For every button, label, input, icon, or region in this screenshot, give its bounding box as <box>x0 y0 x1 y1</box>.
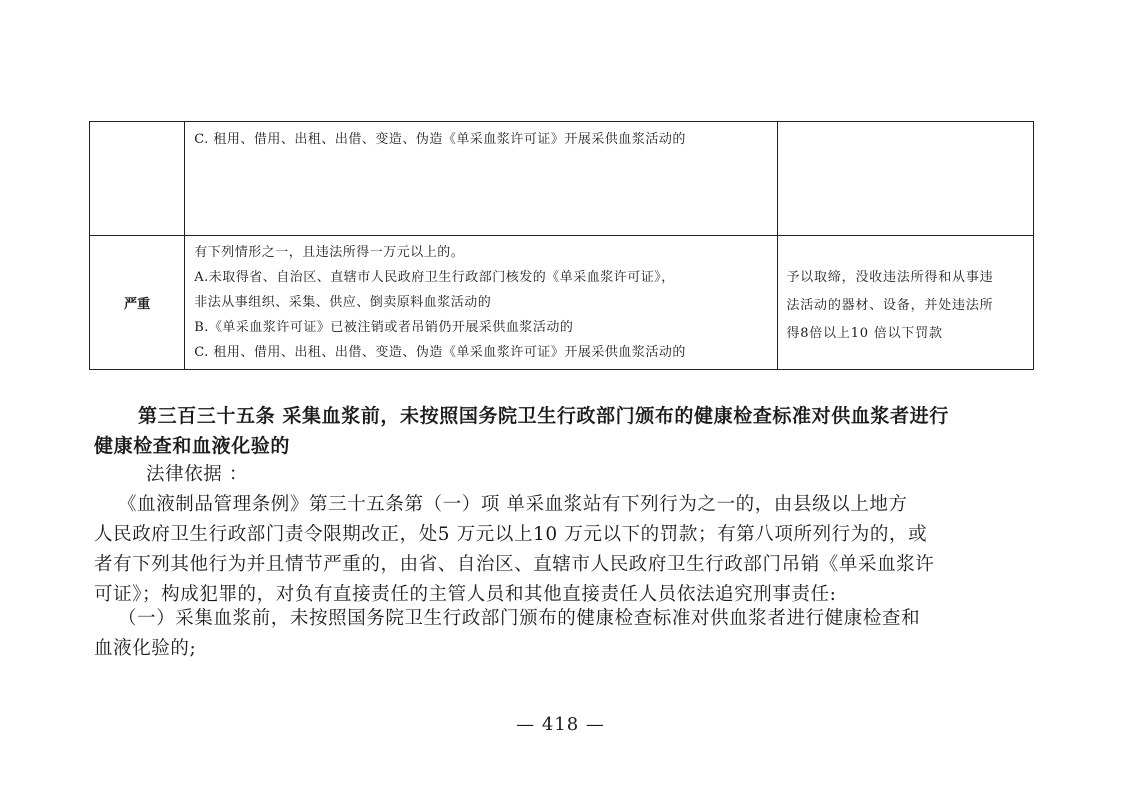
clause-item <box>94 604 1029 664</box>
penalty-cell <box>778 122 1034 236</box>
situation-line: B.《单采血浆许可证》已被注销或者吊销仍开展采供血浆活动的 <box>194 320 574 336</box>
penalty-line: 予以取缔，没收违法所得和从事违 <box>786 270 994 286</box>
clause-line: 血液化验的; <box>94 638 197 659</box>
article-heading <box>94 401 1029 461</box>
situation-line: 有下列情形之一，且违法所得一万元以上的。 <box>194 245 465 261</box>
legal-basis-label: 法律依据 ： <box>146 464 248 485</box>
penalty-line: 得8倍以上10 倍以下罚款 <box>786 326 943 342</box>
legal-basis-text <box>94 490 1029 610</box>
article-heading-line: 健康检查和血液化验的 <box>94 435 291 457</box>
penalty-table <box>89 121 1034 370</box>
clause-line: （一）采集血浆前，未按照国务院卫生行政部门颁布的健康检查标准对供血浆者进行健康检查和 <box>118 608 921 629</box>
basis-line: 者有下列其他行为并且情节严重的，由省、自治区、直辖市人民政府卫生行政部门吊销《单采血浆许 <box>94 554 935 575</box>
situation-line: C. 租用、借用、出租、出借、变造、伪造《单采血浆许可证》开展采供血浆活动的 <box>194 132 686 147</box>
situation-cell <box>185 122 778 236</box>
situation-cell <box>185 236 778 370</box>
page-number: — 418 — <box>516 714 605 735</box>
situation-line: 非法从事组织、采集、供应、倒卖原料血浆活动的 <box>194 295 492 311</box>
situation-line: A.未取得省、自治区、直辖市人民政府卫生行政部门核发的《单采血浆许可证》， <box>194 270 675 286</box>
level-cell-severe: 严重 <box>90 236 185 370</box>
penalty-line: 法活动的器材、设备，并处违法所 <box>786 298 994 314</box>
table-row <box>90 236 1034 370</box>
level-cell <box>90 122 185 236</box>
basis-line: 可证》；构成犯罪的，对负有直接责任的主管人员和其他直接责任人员依法追究刑事责任: <box>94 584 837 605</box>
penalty-cell <box>778 236 1034 370</box>
basis-line: 《血液制品管理条例》第三十五条第（一）项 单采血浆站有下列行为之一的，由县级以上地方 <box>118 494 908 515</box>
table-row <box>90 122 1034 236</box>
situation-line: C. 租用、借用、出租、出借、变造、伪造《单采血浆许可证》开展采供血浆活动的 <box>194 345 686 361</box>
article-heading-line: 第三百三十五条 采集血浆前，未按照国务院卫生行政部门颁布的健康检查标准对供血浆者进行 <box>138 405 949 427</box>
basis-line: 人民政府卫生行政部门责令限期改正，处5 万元以上10 万元以下的罚款；有第八项所列行为的，或 <box>94 524 928 545</box>
